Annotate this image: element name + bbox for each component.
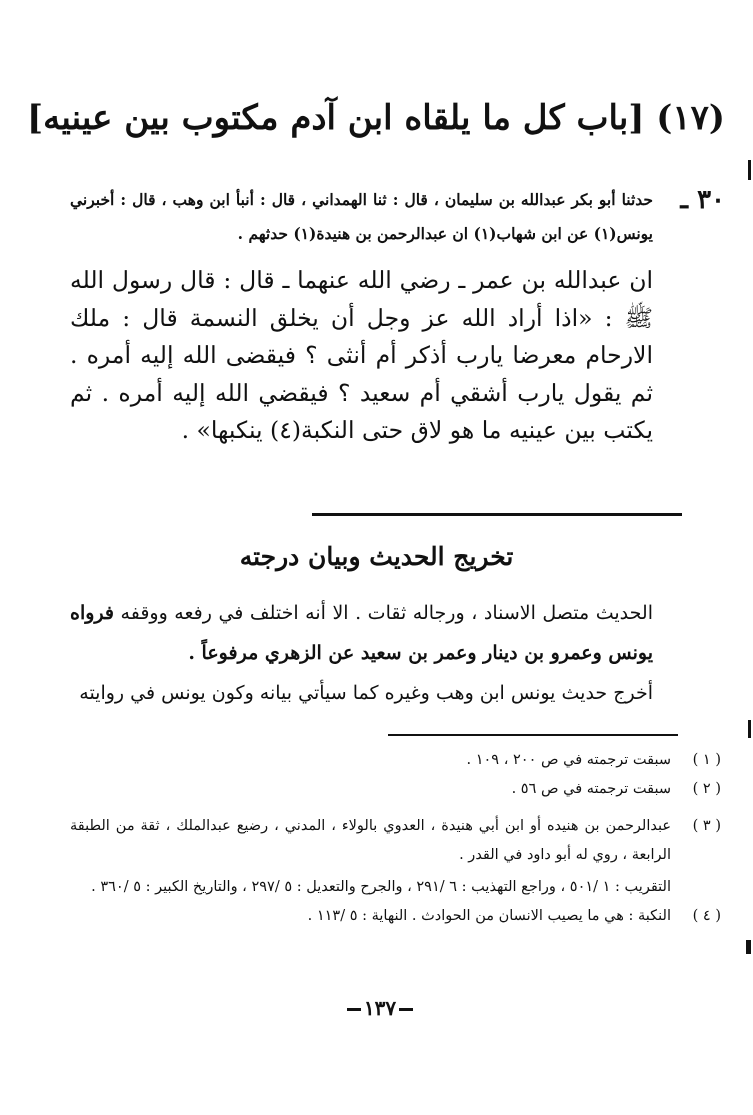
footnote-text: سبقت ترجمته في ص ٢٠٠ ، ١٠٩ . (466, 752, 671, 768)
section-divider (312, 513, 682, 516)
footnote-text: سبقت ترجمته في ص ٥٦ . (511, 780, 671, 797)
scan-edge-mark (746, 940, 751, 954)
chapter-title: (١٧) [باب كل ما يلقاه ابن آدم مكتوب بين عينيه] (27, 98, 725, 138)
footnote-number: ( ٢ ) (692, 780, 721, 797)
takhrij-paragraph-2: أخرج حديث يونس ابن وهب وغيره كما سيأتي بيانه وكون يونس في روايته (79, 682, 653, 704)
hadith-number: ٣٠ ـ (680, 185, 725, 215)
footnote-text: النكبة : هي ما يصيب الانسان من الحوادث . النهاية : ٥ /١١٣ . (307, 907, 671, 924)
takhrij-body (70, 593, 653, 713)
takhrij-paragraph-1-bold: فرواه يونس وعمرو بن دينار وعمر بن سعيد عن الزهري مرفوعاً . (70, 602, 653, 664)
takhrij-heading: تخريج الحديث وبيان درجته (239, 542, 514, 571)
hadith-matn: ان عبدالله بن عمر ـ رضي الله عنهما ـ قال : قال رسول الله ﷺ : «اذا أراد الله عز وجل أن يخلق النسمة قال : ملك الارحام معرضا يارب أذكر أم أنثى ؟ فيقضى الله إليه أمره . ثم يقول يارب أشقي أم سعيد ؟ فيقضي الله إليه أمره . ثم يكتب بين عينيه ما هو لاق حتى النكبة(٤) ينكبها» . (70, 266, 653, 444)
scan-edge-mark (748, 160, 751, 180)
footnote-text: عبدالرحمن بن هنيده أو ابن أبي هنيدة ، العدوي بالولاء ، المدني ، رضيع عبدالملك ، ثقة من الطبقة الرابعة ، روي له أبو داود في القدر . (70, 818, 671, 863)
scan-edge-mark (748, 720, 751, 738)
page-number (300, 990, 460, 1026)
dash-left (399, 1008, 413, 1011)
footnote-separator (388, 734, 678, 736)
takhrij-paragraph-1: الحديث متصل الاسناد ، ورجاله ثقات . الا أنه اختلف في رفعه ووقفه (120, 602, 653, 624)
footnote-number: ( ٣ ) (692, 818, 721, 834)
footnote-3 (70, 812, 721, 902)
footnote-continuation: التقريب : ١ /٥٠١ ، وراجع التهذيب : ٦ /٢٩١ ، والجرح والتعديل : ٥ /٢٩٧ ، والتاريخ الكبير : ٥ /٣٦٠ . (91, 879, 671, 895)
hadith-isnad: حدثنا أبو بكر عبدالله بن سليمان ، قال : ثنا الهمداني ، قال : أنبأ ابن وهب ، قال : أخبرني يونس(١) عن ابن شهاب(١) ان عبدالرحمن بن هنيدة(١) حدثهم . (70, 190, 653, 243)
page-number-text: ١٣٧ (363, 996, 397, 1020)
footnote-number: ( ٤ ) (692, 907, 721, 924)
footnotes (70, 746, 721, 930)
footnote-1 (70, 746, 721, 775)
footnote-2 (70, 775, 721, 804)
footnote-4 (70, 902, 721, 931)
footnote-number: ( ١ ) (692, 752, 721, 768)
dash-right (347, 1008, 361, 1011)
